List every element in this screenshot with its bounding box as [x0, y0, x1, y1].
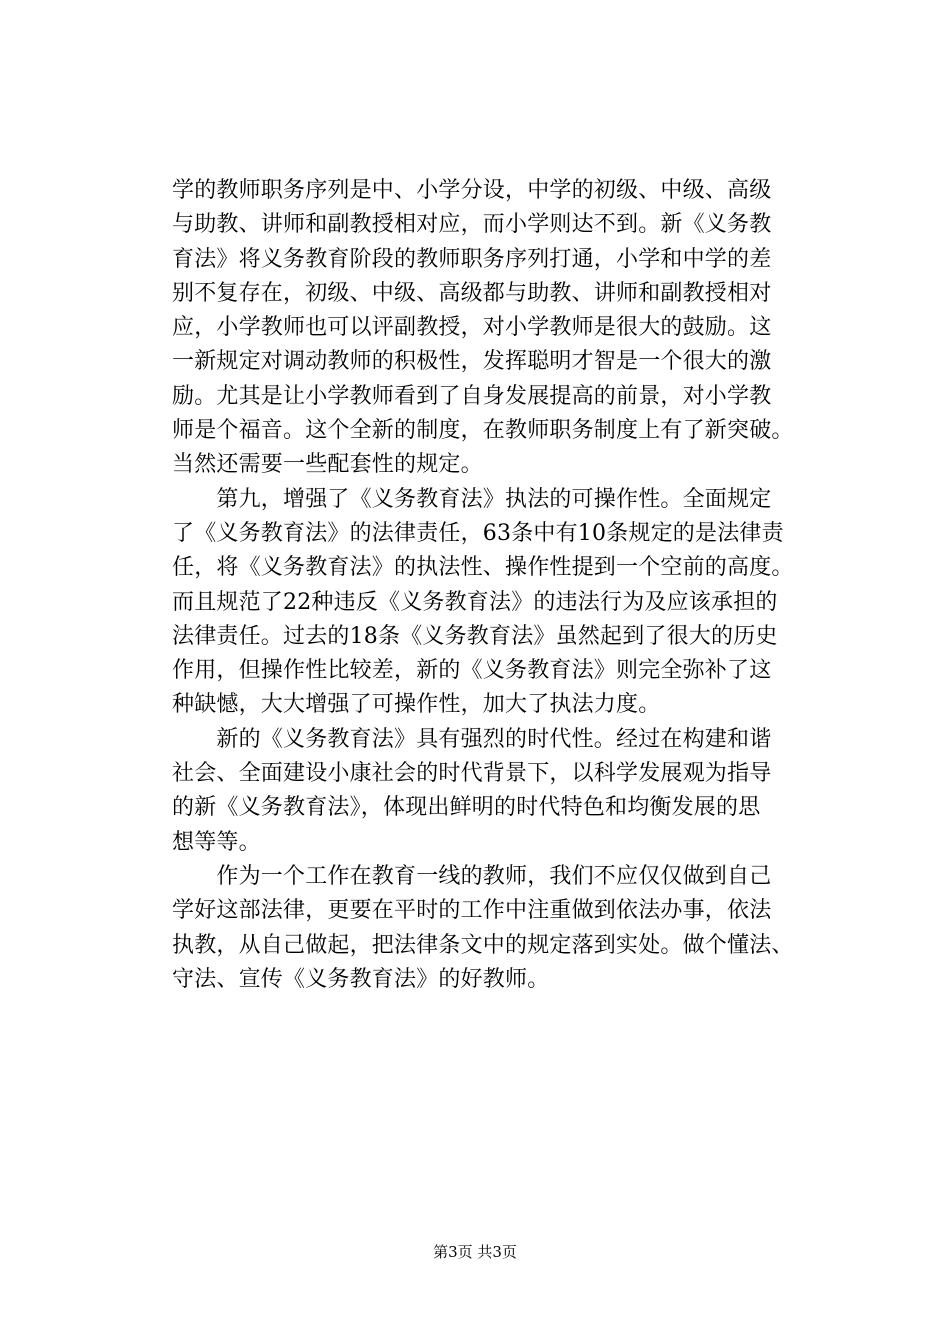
text-line: 学的教师职务序列是中、小学分设，中学的初级、中级、高级	[172, 178, 772, 203]
text-line: 新的《义务教育法》具有强烈的时代性。经过在构建和谐	[172, 726, 772, 752]
text-line: 第九，增强了《义务教育法》执法的可操作性。全面规定	[172, 486, 772, 512]
text-line: 法律责任。过去的18条《义务教育法》虽然起到了很大的历史	[172, 623, 778, 649]
text-line: 应，小学教师也可以评副教授，对小学教师是很大的鼓励。这	[172, 315, 772, 341]
text-line: 一新规定对调动教师的积极性，发挥聪明才智是一个很大的激	[172, 349, 772, 375]
text-line: 执教，从自己做起，把法律条文中的规定落到实处。做个懂法、	[172, 932, 794, 958]
text-line: 别不复存在，初级、中级、高级都与助教、讲师和副教授相对	[172, 280, 772, 306]
body-text	[172, 174, 852, 997]
text-line: 而且规范了22种违反《义务教育法》的违法行为及应该承担的	[172, 589, 778, 615]
text-line: 学好这部法律，更要在平时的工作中注重做到依法办事，依法	[172, 898, 772, 924]
text-line: 作为一个工作在教育一线的教师，我们不应仅仅做到自己	[172, 863, 772, 889]
text-line: 任，将《义务教育法》的执法性、操作性提到一个空前的高度。	[172, 555, 794, 581]
text-line: 励。尤其是让小学教师看到了自身发展提高的前景，对小学教	[172, 383, 772, 409]
page-footer: 第3页 共3页	[433, 1243, 517, 1261]
text-line: 守法、宣传《义务教育法》的好教师。	[172, 966, 550, 992]
text-line: 与助教、讲师和副教授相对应，而小学则达不到。新《义务教	[172, 212, 772, 238]
text-line: 社会、全面建设小康社会的时代背景下，以科学发展观为指导	[172, 761, 772, 787]
text-line: 想等等。	[172, 829, 261, 855]
text-line: 的新《义务教育法》，体现出鲜明的时代特色和均衡发展的思	[172, 795, 761, 821]
text-line: 育法》将义务教育阶段的教师职务序列打通，小学和中学的差	[172, 246, 772, 272]
text-line: 了《义务教育法》的法律责任，63条中有10条规定的是法律责	[172, 520, 784, 546]
text-line: 当然还需要一些配套性的规定。	[172, 452, 483, 478]
text-line: 作用，但操作性比较差，新的《义务教育法》则完全弥补了这	[172, 658, 772, 684]
text-line: 种缺憾，大大增强了可操作性，加大了执法力度。	[172, 692, 661, 718]
text-line: 师是个福音。这个全新的制度，在教师职务制度上有了新突破。	[172, 418, 794, 444]
